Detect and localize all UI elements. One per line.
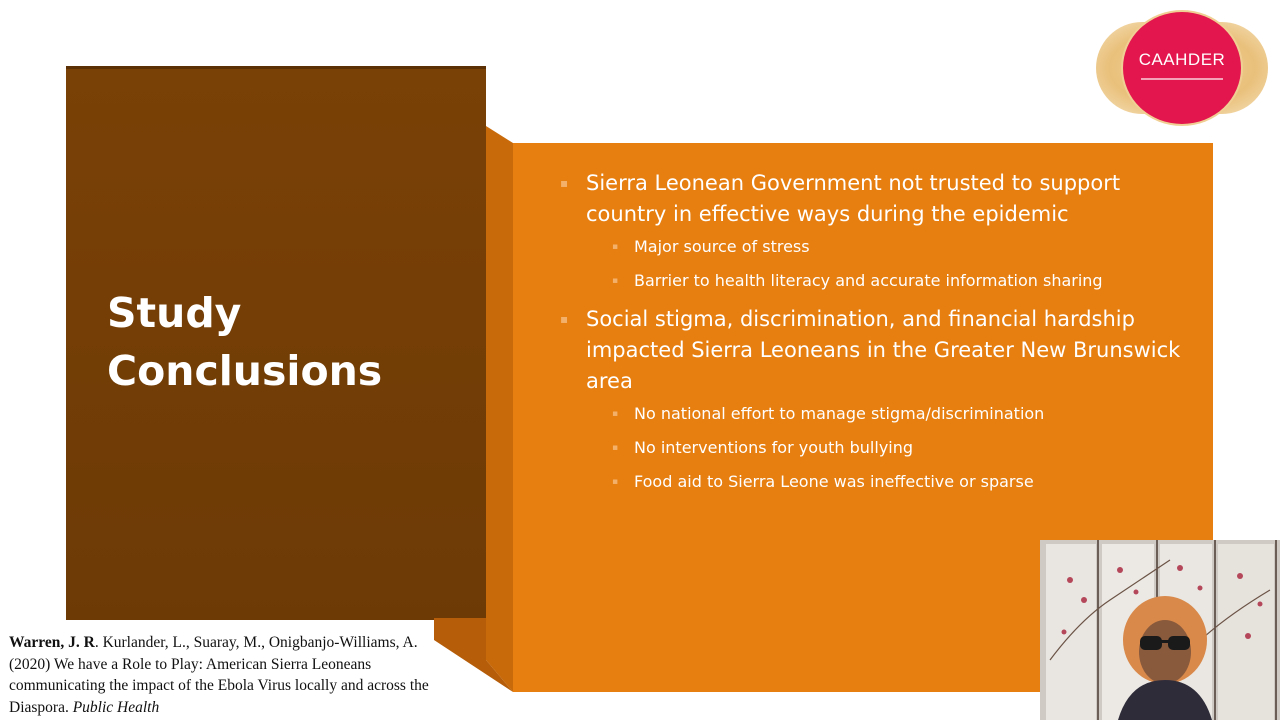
- logo-circle: [1123, 12, 1241, 124]
- bullet-text: Sierra Leonean Government not trusted to support country in effective ways during the epidemic: [586, 171, 1121, 226]
- citation-body: . Kurlander, L., Suaray, M., Onigbanjo-Williams, A. (2020) We have a Role to Play: American Sierra Leoneans communicating the impact of the Ebola Virus locally and across the Diaspora.: [9, 634, 429, 716]
- bullet-list: [560, 168, 1200, 505]
- slide-title-line-1: Study: [107, 289, 242, 337]
- bullet-item: [560, 168, 1200, 230]
- sub-bullet-item: ▪ No national effort to manage stigma/discrimination: [560, 403, 1200, 425]
- slide-title-line-2: Conclusions: [107, 347, 383, 395]
- sub-bullet-item: ▪ Major source of stress: [560, 236, 1200, 258]
- sub-bullet-item: ▪ Food aid to Sierra Leone was ineffective or sparse: [560, 471, 1200, 493]
- sub-bullet-list: [560, 236, 1200, 292]
- citation-journal: Public Health: [72, 698, 160, 716]
- logo-text: CAAHDER: [1138, 50, 1226, 69]
- slide-title: [107, 284, 447, 400]
- webcam-image: [1040, 540, 1280, 720]
- citation-box: [0, 620, 434, 720]
- caahder-logo: [1096, 12, 1268, 124]
- bullet-item: [560, 304, 1200, 397]
- sub-bullet-list: [560, 403, 1200, 493]
- sub-bullet-item: ▪ No interventions for youth bullying: [560, 437, 1200, 459]
- logo-tagline-line: [1141, 78, 1223, 80]
- citation-author: Warren, J. R: [9, 634, 95, 651]
- bullet-text: Social stigma, discrimination, and financial hardship impacted Sierra Leoneans in the Greater New Brunswick area: [586, 307, 1181, 393]
- citation-text: [9, 632, 429, 718]
- sub-bullet-item: ▪ Barrier to health literacy and accurate information sharing: [560, 270, 1200, 292]
- webcam-video-feed[interactable]: [1040, 540, 1280, 720]
